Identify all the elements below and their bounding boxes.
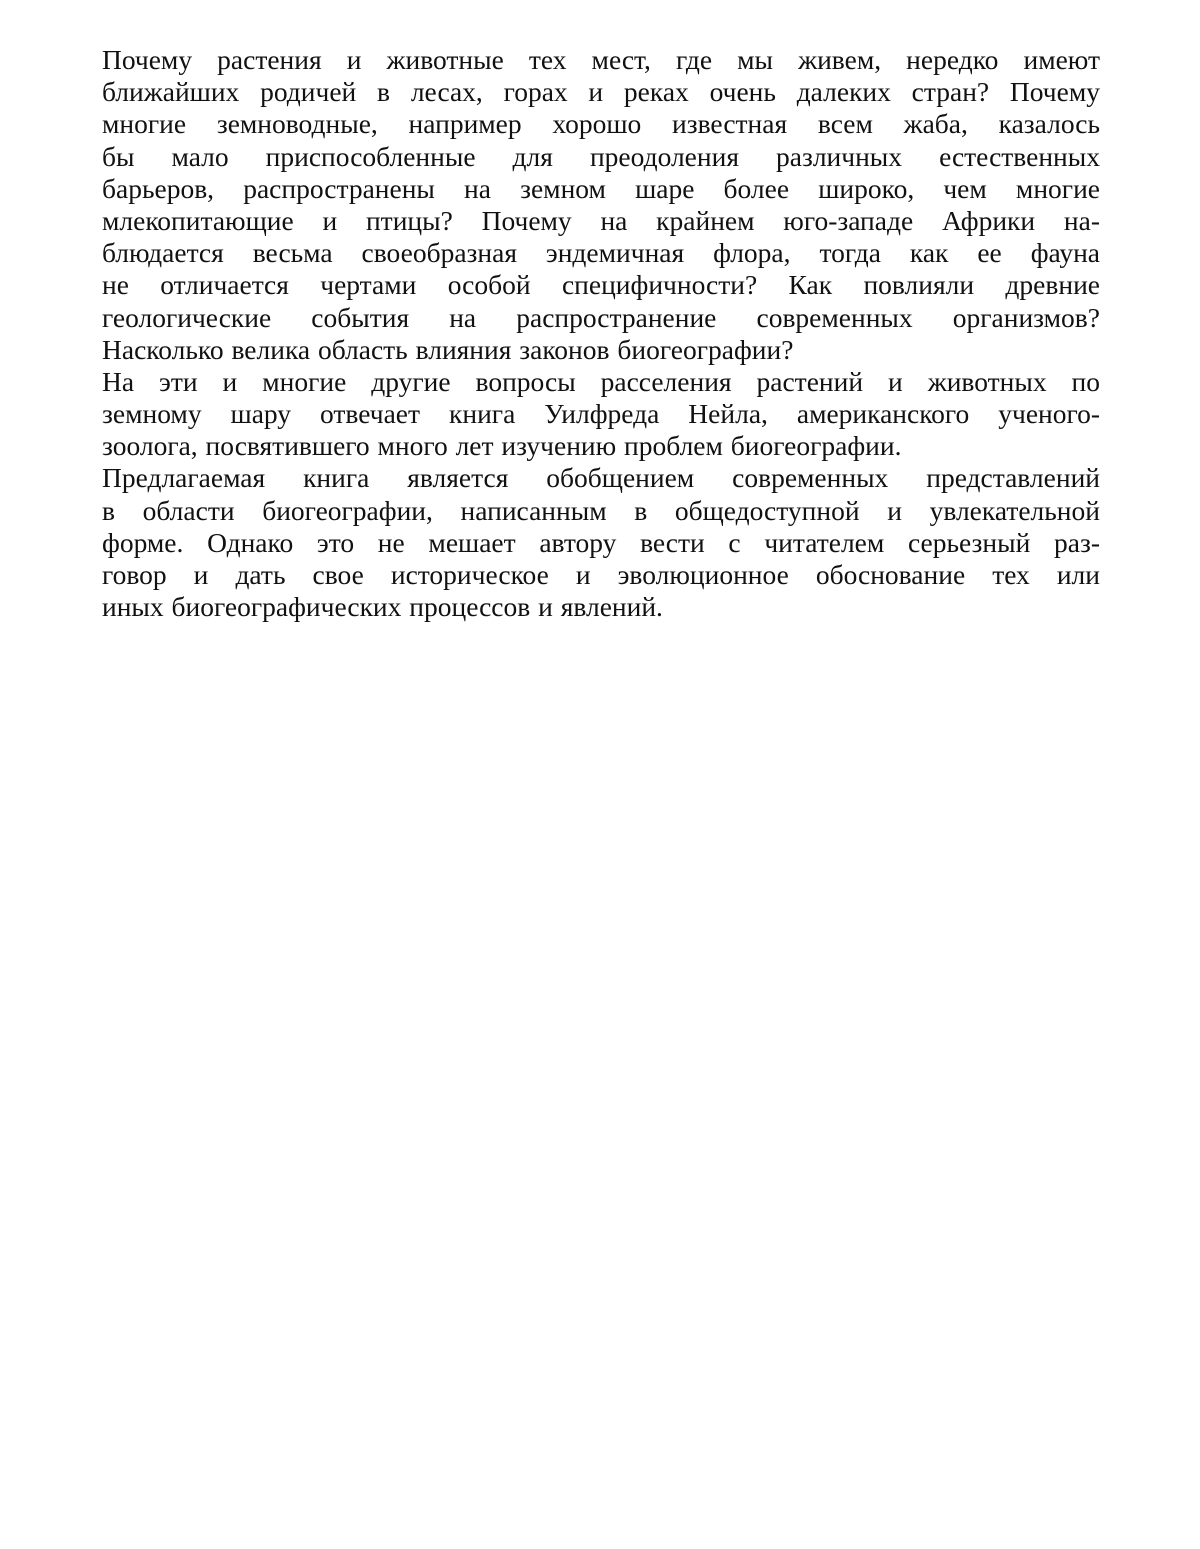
- text-line: блюдается весьма своеобразная эндемичная флора, тогда как ее фауна: [102, 237, 1100, 269]
- text-line: в области биогеографии, написанным в общедоступной и увлекательной: [102, 494, 1100, 526]
- text-line: форме. Однако это не мешает автору вести с читателем серьезный раз-: [102, 526, 1100, 558]
- paragraph-questions: [102, 44, 1100, 366]
- text-line: геологические события на распространение современных организмов?: [102, 301, 1100, 333]
- text-line: говор и дать свое историческое и эволюционное обоснование тех или: [102, 559, 1100, 590]
- text-line: иных биогеографических процессов и явлений.: [102, 591, 663, 623]
- paragraph-book-summary: [102, 462, 1100, 623]
- paragraph-book-answer: [102, 366, 1100, 463]
- text-line: многие земноводные, например хорошо известная всем жаба, казалось: [102, 108, 1100, 140]
- text-line: барьеров, распространены на земном шаре более широко, чем многие: [102, 172, 1100, 204]
- text-line: земному шару отвечает книга Уилфреда Нейла, американского ученого-: [102, 398, 1100, 430]
- text-line: Насколько велика область влияния законов биогеографии?: [102, 333, 794, 365]
- text-line: млекопитающие и птицы? Почему на крайнем юго-западе Африки на-: [102, 204, 1100, 236]
- book-annotation-text: [102, 44, 1100, 623]
- text-line: ближайших родичей в лесах, горах и реках очень далеких стран? Почему: [102, 76, 1100, 108]
- text-line: бы мало приспособленные для преодоления различных естественных: [102, 140, 1100, 172]
- text-line: Почему растения и животные тех мест, где мы живем, нередко имеют: [102, 44, 1100, 75]
- text-line: Предлагаемая книга является обобщением современных представлений: [102, 462, 1100, 494]
- text-line: На эти и многие другие вопросы расселения растений и животных по: [102, 365, 1100, 397]
- text-line: не отличается чертами особой специфичности? Как повлияли древние: [102, 269, 1100, 301]
- text-line: зоолога, посвятившего много лет изучению проблем биогеографии.: [102, 430, 902, 462]
